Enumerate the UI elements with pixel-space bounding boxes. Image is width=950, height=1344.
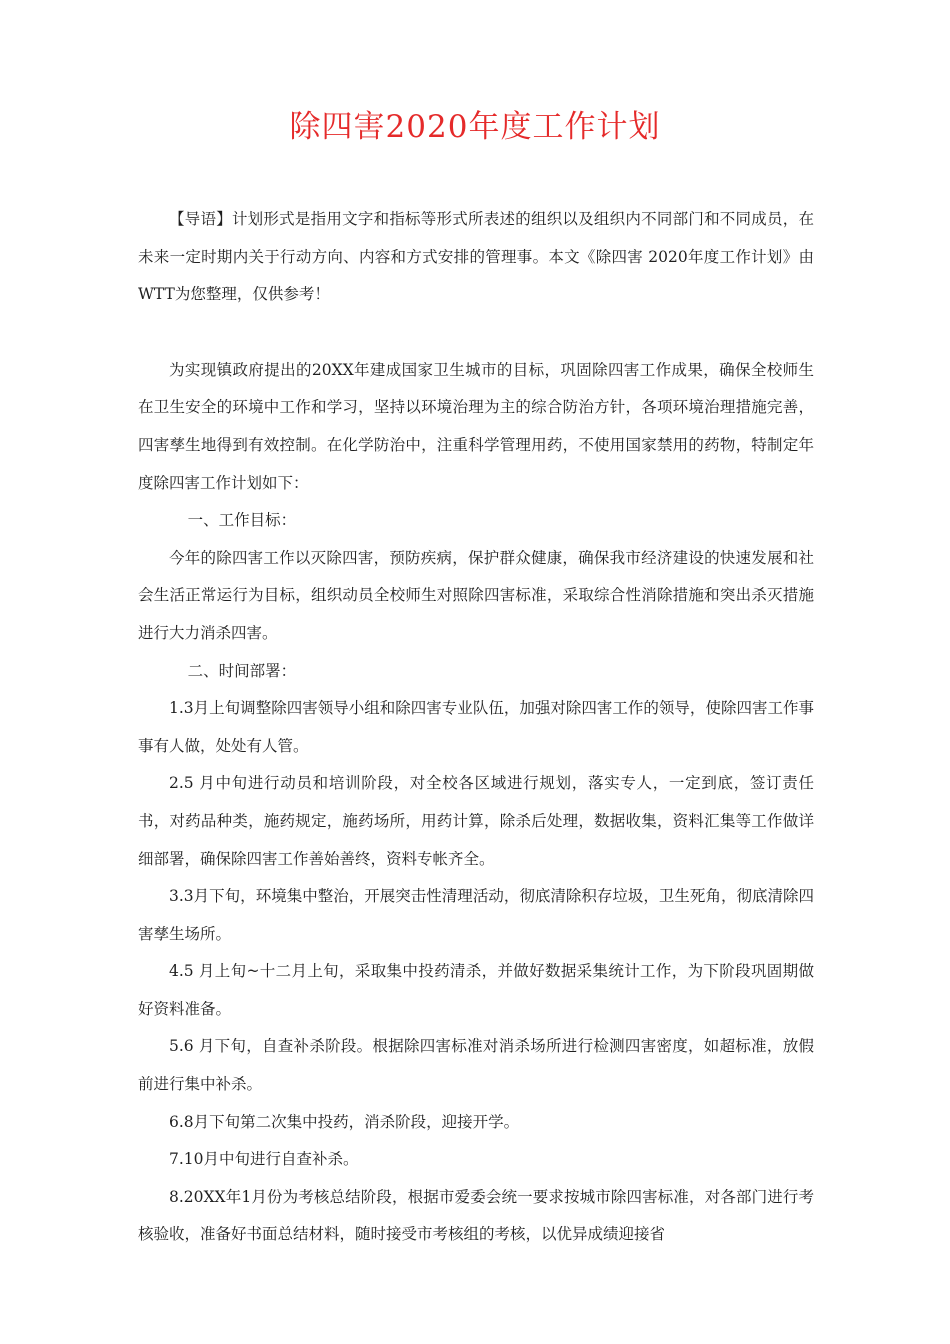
list-item: 3.3月下旬，环境集中整治，开展突击性清理活动，彻底清除积存垃圾，卫生死角，彻底清除四害孳生场所。 [138,887,814,943]
list-item: 7.10月中旬进行自查补杀。 [169,1150,359,1169]
list-item: 8.20XX年1月份为考核总结阶段，根据市爱委会统一要求按城市除四害标准，对各部门进行考核验收，准备好书面总结材料，随时接受市考核组的考核，以优异成绩迎接省 [138,1187,814,1244]
document-body [138,201,814,1254]
paragraph: 今年的除四害工作以灭除四害，预防疾病，保护群众健康，确保我市经济建设的快速发展和社会生活正常运行为目标，组织动员全校师生对照除四害标准，采取综合性消除措施和突出杀灭措施进行大力消杀四害。 [138,548,814,642]
paragraph: 为实现镇政府提出的20XX年建成国家卫生城市的目标，巩固除四害工作成果，确保全校师生在卫生安全的环境中工作和学习，坚持以环境治理为主的综合防治方针，各项环境治理措施完善，四害孳生地得到有效控制。在化学防治中，注重科学管理用药，不使用国家禁用的药物，特制定年度除四害工作计划如下： [138,360,814,492]
section-heading: 一、工作目标： [187,511,297,530]
list-item: 4.5 月上旬~十二月上旬，采取集中投药清杀，并做好数据采集统计工作，为下阶段巩固期做好资料准备。 [138,962,814,1018]
list-item: 6.8月下旬第二次集中投药，消杀阶段，迎接开学。 [169,1112,520,1131]
document-title: 除四害2020年度工作计划 [289,109,661,145]
section-heading: 二、时间部署： [187,661,297,680]
list-item: 5.6 月下旬，自查补杀阶段。根据除四害标准对消杀场所进行检测四害密度，如超标准，放假前进行集中补杀。 [138,1037,814,1094]
list-item: 2.5 月中旬进行动员和培训阶段，对全校各区域进行规划，落实专人，一定到底，签订责任书，对药品种类，施药规定，施药场所，用药计算，除杀后处理，数据收集，资料汇集等工作做详细部署，确保除四害工作善始善终，资料专帐齐全。 [138,774,814,868]
intro-paragraph: 【导语】计划形式是指用文字和指标等形式所表述的组织以及组织内不同部门和不同成员，在未来一定时期内关于行动方向、内容和方式安排的管理事。本文《除四害 2020年度工作计划》由WTT为您整理，仅供参考！ [138,210,814,304]
list-item: 1.3月上旬调整除四害领导小组和除四害专业队伍，加强对除四害工作的领导，使除四害工作事事有人做，处处有人管。 [138,699,814,755]
